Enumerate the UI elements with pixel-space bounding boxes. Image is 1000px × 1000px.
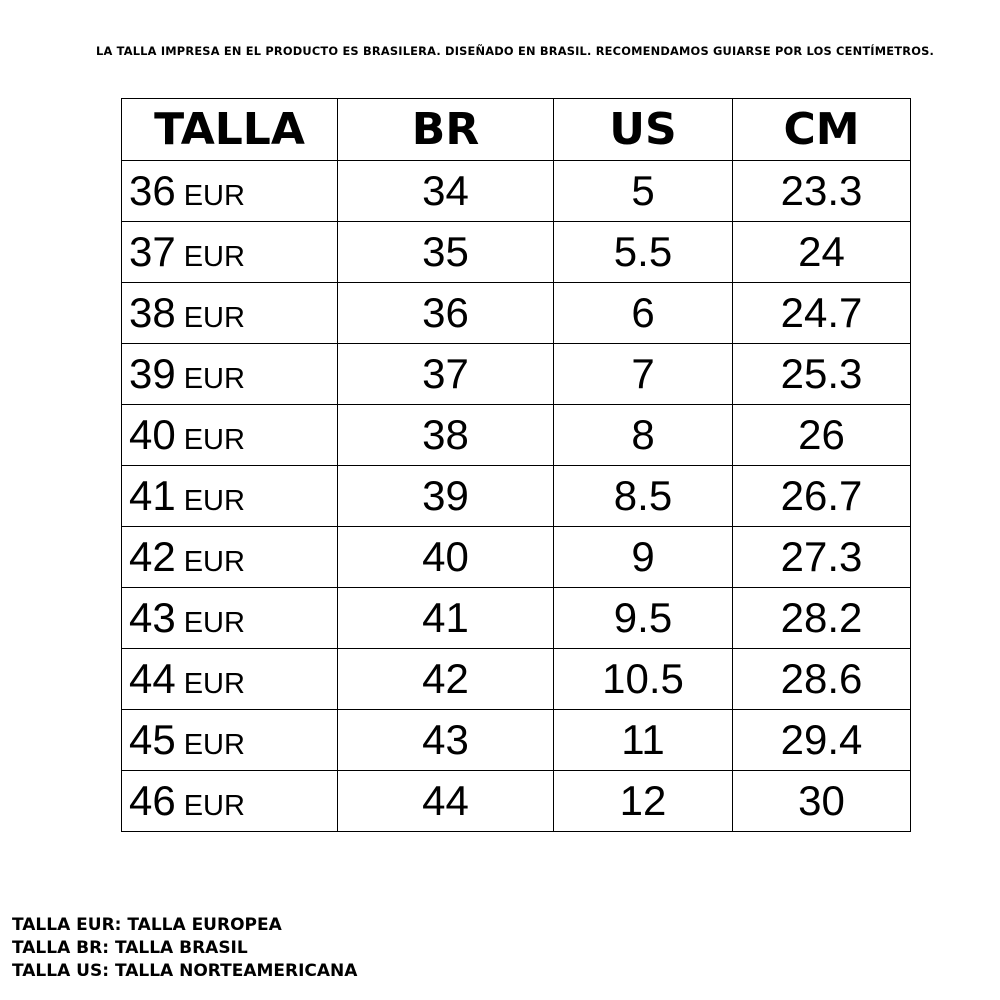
talla-value: 37 xyxy=(129,228,176,275)
cell-us: 9 xyxy=(554,527,733,588)
cell-cm: 24 xyxy=(733,222,911,283)
header-cm: CM xyxy=(733,99,911,161)
cell-cm: 26.7 xyxy=(733,466,911,527)
table-body xyxy=(122,161,911,832)
cell-us: 8.5 xyxy=(554,466,733,527)
cell-talla xyxy=(122,161,338,222)
talla-unit: EUR xyxy=(183,607,245,639)
cell-us: 5 xyxy=(554,161,733,222)
cell-br: 37 xyxy=(338,344,554,405)
talla-value: 46 xyxy=(129,777,176,824)
talla-value: 43 xyxy=(129,594,176,641)
table-row xyxy=(122,283,911,344)
talla-unit: EUR xyxy=(183,180,245,212)
cell-cm: 24.7 xyxy=(733,283,911,344)
talla-value: 39 xyxy=(129,350,176,397)
talla-unit: EUR xyxy=(183,729,245,761)
cell-br: 42 xyxy=(338,649,554,710)
talla-unit: EUR xyxy=(183,485,245,517)
cell-br: 44 xyxy=(338,771,554,832)
cell-br: 35 xyxy=(338,222,554,283)
table-row xyxy=(122,344,911,405)
talla-unit: EUR xyxy=(183,241,245,273)
cell-cm: 25.3 xyxy=(733,344,911,405)
talla-value: 36 xyxy=(129,167,176,214)
talla-value: 41 xyxy=(129,472,176,519)
cell-br: 38 xyxy=(338,405,554,466)
header-talla: TALLA xyxy=(122,99,338,161)
cell-us: 6 xyxy=(554,283,733,344)
header-br: BR xyxy=(338,99,554,161)
legend-item-eur: TALLA EUR: TALLA EUROPEA xyxy=(12,915,282,935)
cell-us: 9.5 xyxy=(554,588,733,649)
cell-cm: 29.4 xyxy=(733,710,911,771)
legend-item-us: TALLA US: TALLA NORTEAMERICANA xyxy=(12,961,358,981)
talla-value: 38 xyxy=(129,289,176,336)
table-row xyxy=(122,771,911,832)
cell-talla xyxy=(122,527,338,588)
cell-talla xyxy=(122,588,338,649)
cell-br: 36 xyxy=(338,283,554,344)
cell-us: 12 xyxy=(554,771,733,832)
talla-value: 44 xyxy=(129,655,176,702)
table-row xyxy=(122,222,911,283)
header-us: US xyxy=(554,99,733,161)
cell-talla xyxy=(122,283,338,344)
legend-item-br: TALLA BR: TALLA BRASIL xyxy=(12,938,248,958)
cell-talla xyxy=(122,222,338,283)
table-row xyxy=(122,527,911,588)
talla-value: 40 xyxy=(129,411,176,458)
cell-us: 11 xyxy=(554,710,733,771)
cell-cm: 26 xyxy=(733,405,911,466)
cell-cm: 27.3 xyxy=(733,527,911,588)
cell-talla xyxy=(122,466,338,527)
cell-us: 10.5 xyxy=(554,649,733,710)
cell-br: 40 xyxy=(338,527,554,588)
table-row xyxy=(122,466,911,527)
talla-unit: EUR xyxy=(183,668,245,700)
cell-br: 43 xyxy=(338,710,554,771)
talla-unit: EUR xyxy=(183,790,245,822)
cell-us: 8 xyxy=(554,405,733,466)
talla-value: 42 xyxy=(129,533,176,580)
cell-us: 7 xyxy=(554,344,733,405)
talla-unit: EUR xyxy=(183,546,245,578)
cell-cm: 28.6 xyxy=(733,649,911,710)
cell-cm: 28.2 xyxy=(733,588,911,649)
header-row xyxy=(122,99,911,161)
cell-us: 5.5 xyxy=(554,222,733,283)
table-row xyxy=(122,588,911,649)
table-row xyxy=(122,710,911,771)
table-row xyxy=(122,405,911,466)
notice-text: LA TALLA IMPRESA EN EL PRODUCTO ES BRASILERA. DISEÑADO EN BRASIL. RECOMENDAMOS GUIARSE POR LOS CENTÍMETROS. xyxy=(95,44,935,58)
cell-br: 39 xyxy=(338,466,554,527)
size-chart-table xyxy=(121,98,911,832)
talla-unit: EUR xyxy=(183,363,245,395)
cell-br: 34 xyxy=(338,161,554,222)
table-row xyxy=(122,649,911,710)
legend xyxy=(12,914,357,983)
cell-talla xyxy=(122,344,338,405)
cell-talla xyxy=(122,405,338,466)
cell-br: 41 xyxy=(338,588,554,649)
cell-cm: 23.3 xyxy=(733,161,911,222)
talla-value: 45 xyxy=(129,716,176,763)
cell-talla xyxy=(122,649,338,710)
table-row xyxy=(122,161,911,222)
cell-talla xyxy=(122,771,338,832)
cell-cm: 30 xyxy=(733,771,911,832)
talla-unit: EUR xyxy=(183,302,245,334)
talla-unit: EUR xyxy=(183,424,245,456)
cell-talla xyxy=(122,710,338,771)
